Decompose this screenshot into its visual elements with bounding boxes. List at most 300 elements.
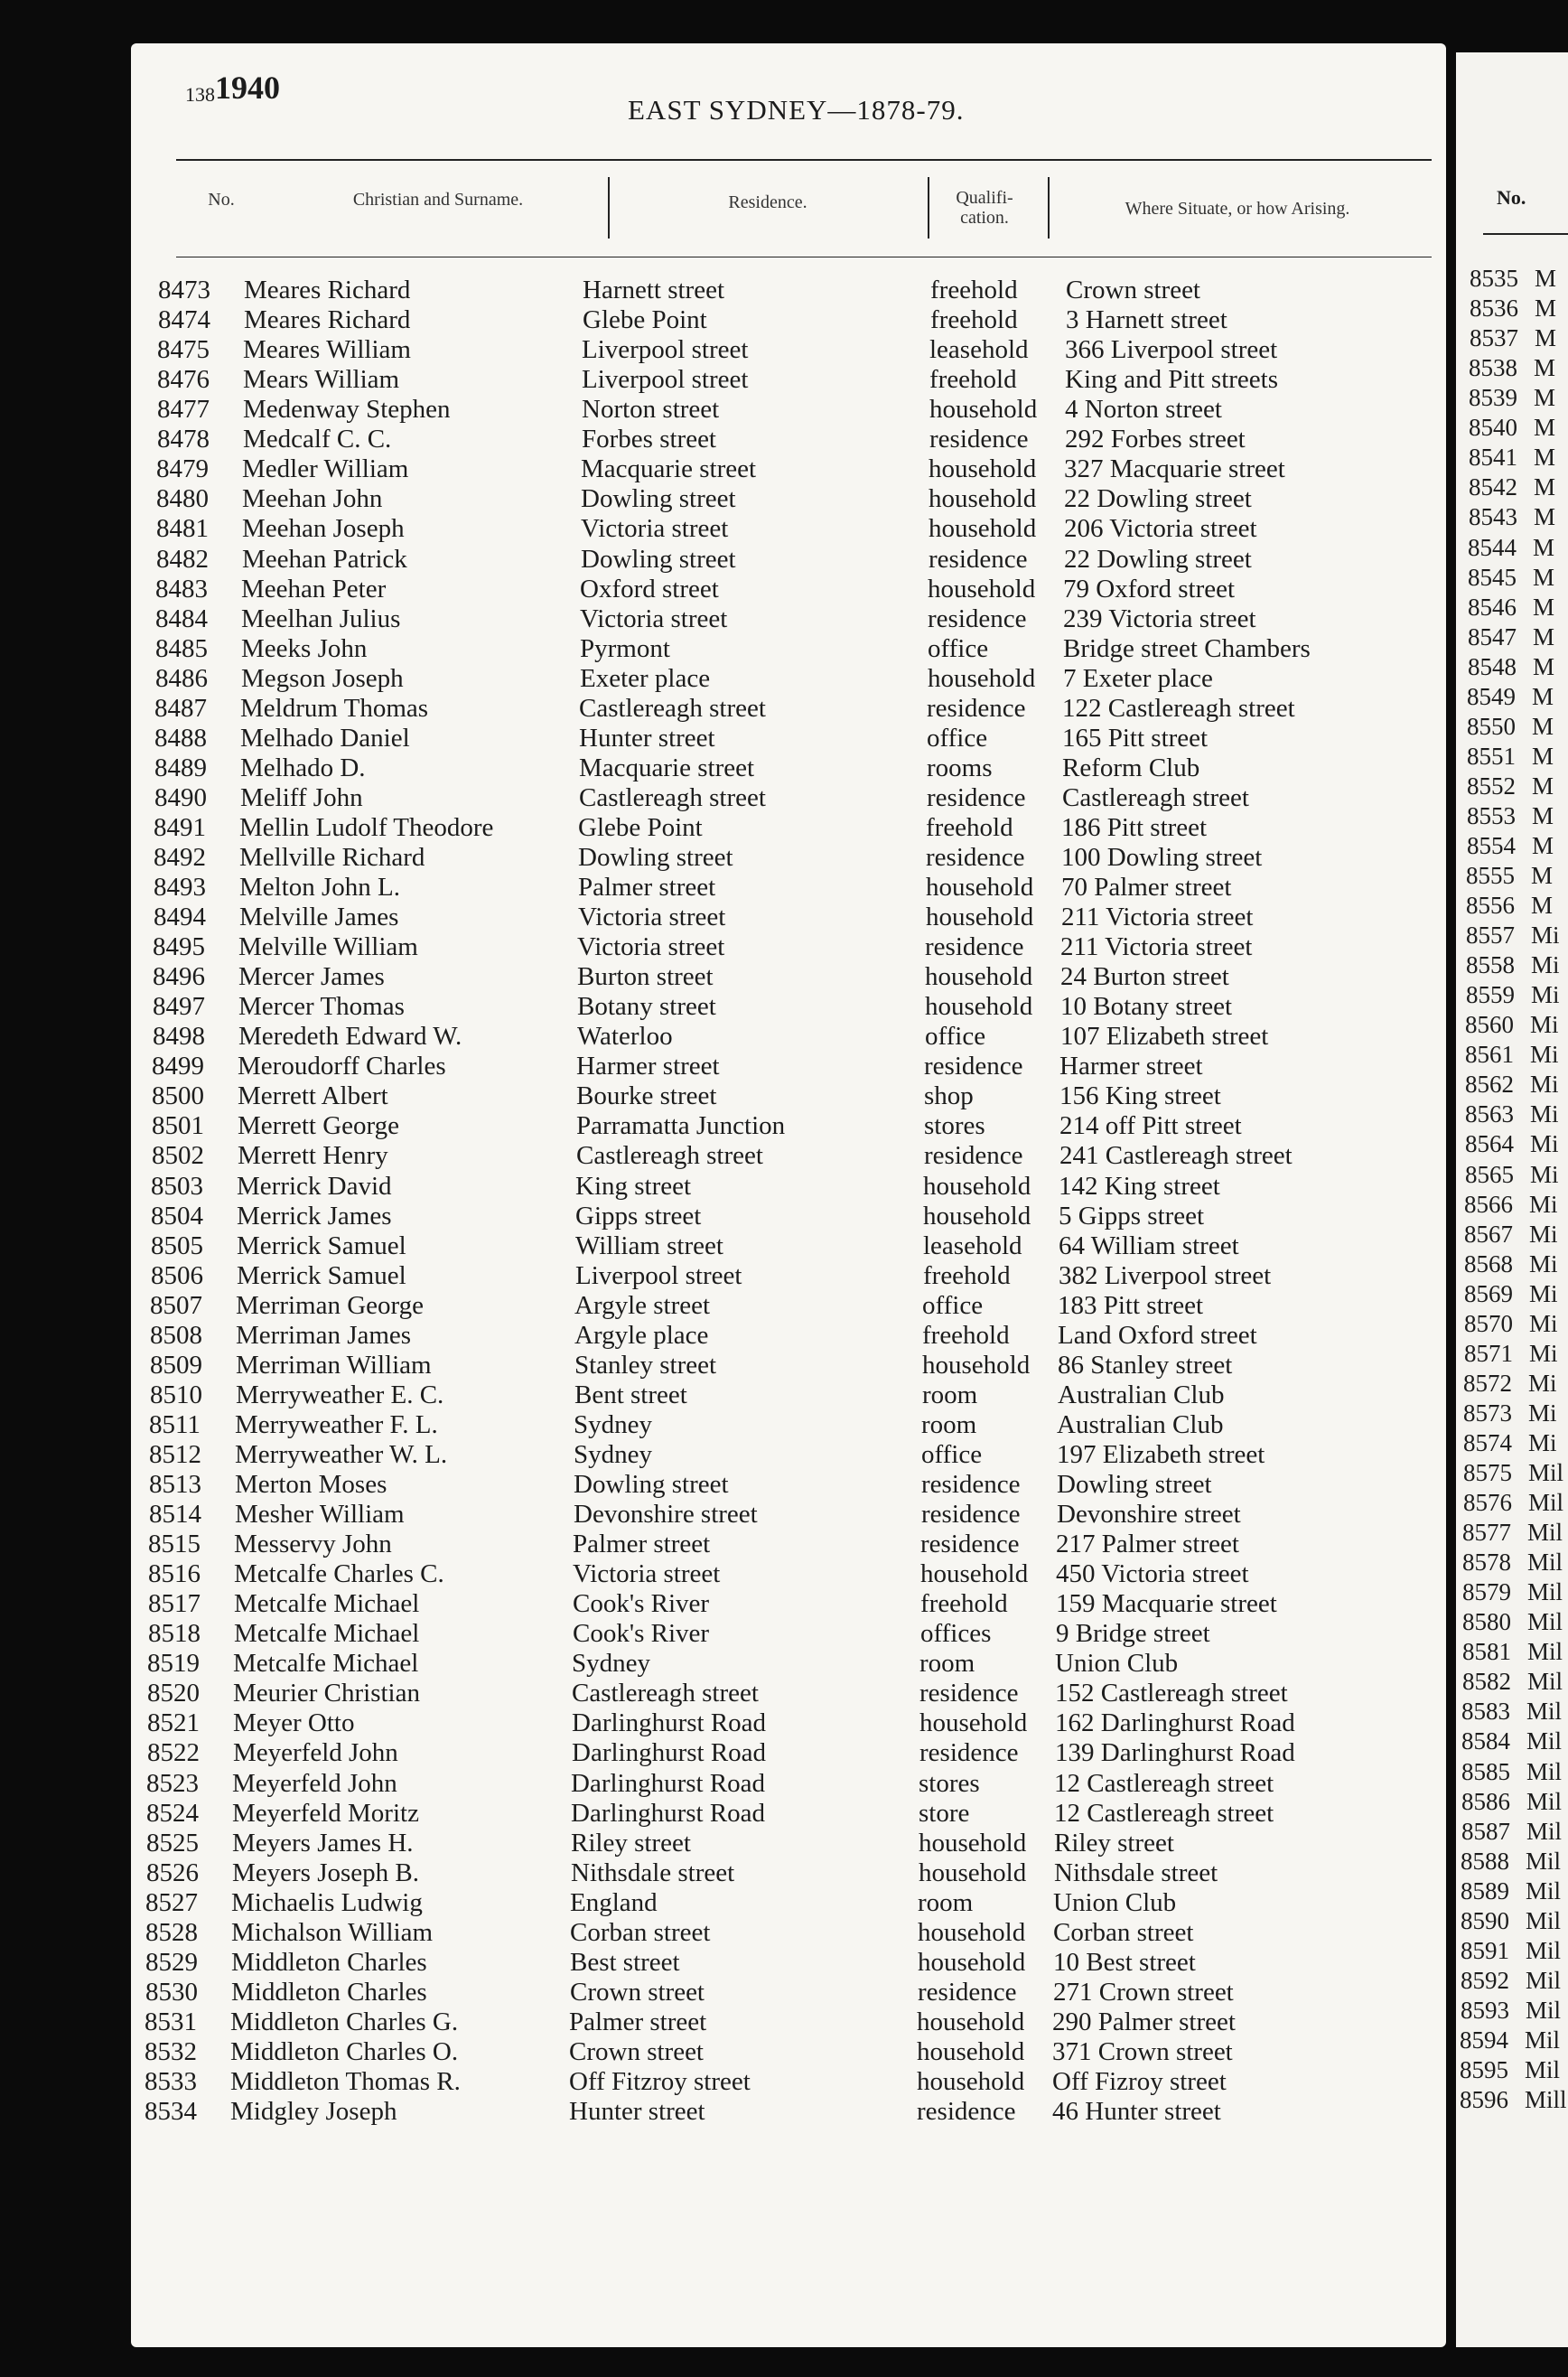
adjacent-entry-name: Mil [1527, 1549, 1563, 1577]
adjacent-entry-number: 8593 [1461, 1996, 1509, 2024]
entry-residence: Victoria street [580, 604, 728, 633]
entry-residence: Botany street [577, 992, 716, 1022]
entry-residence: Darlinghurst Road [572, 1708, 767, 1738]
entry-where: Dowling street [1057, 1470, 1212, 1499]
entry-residence: Victoria street [578, 903, 726, 931]
entry-residence: England [570, 1887, 658, 1917]
table-row [131, 1440, 1446, 1470]
entry-qualification: residence [924, 1141, 1023, 1171]
adjacent-entry-number: 8556 [1466, 892, 1515, 919]
adjacent-entry-number: 8543 [1469, 503, 1517, 531]
entry-residence: Devonshire street [574, 1500, 758, 1529]
entry-where: 24 Burton street [1060, 962, 1229, 992]
entry-name: Medenway Stephen [243, 395, 451, 425]
entry-name: Metcalfe Michael [233, 1649, 419, 1679]
entry-number: 8477 [157, 395, 210, 425]
header-divider-1 [608, 177, 610, 239]
table-row [131, 694, 1446, 724]
table-row [131, 1769, 1446, 1799]
adjacent-entry-number: 8583 [1461, 1698, 1510, 1726]
entry-residence: Waterloo [577, 1022, 673, 1052]
entry-where: King and Pitt streets [1065, 365, 1279, 395]
entry-number: 8524 [146, 1798, 199, 1828]
adjacent-entry-name: Mil [1525, 2026, 1561, 2054]
entry-where: Nithsdale street [1054, 1858, 1218, 1887]
entry-qualification: household [928, 663, 1036, 693]
entry-number: 8515 [148, 1530, 201, 1559]
entry-qualification: stores [919, 1768, 980, 1798]
adjacent-entry-name: M [1534, 354, 1556, 382]
entry-residence: Cook's River [573, 1589, 710, 1619]
adjacent-entry-number: 8586 [1461, 1787, 1510, 1815]
entry-name: Meldrum Thomas [240, 693, 429, 723]
table-row [131, 1858, 1446, 1888]
entry-number: 8520 [147, 1679, 200, 1708]
entry-number: 8514 [149, 1500, 201, 1529]
entry-residence: Palmer street [573, 1530, 711, 1559]
entry-name: Meares William [243, 335, 411, 365]
entry-name: Meehan John [242, 484, 383, 514]
entry-number: 8509 [150, 1350, 202, 1380]
adjacent-header-rule [1483, 233, 1568, 235]
adjacent-entry-number: 8562 [1465, 1071, 1514, 1099]
entry-where: 142 King street [1059, 1171, 1220, 1201]
entry-where: Australian Club [1058, 1380, 1225, 1409]
entry-residence: Darlinghurst Road [571, 1768, 766, 1798]
entry-residence: Crown street [569, 2036, 704, 2066]
table-row [131, 1649, 1446, 1679]
stamp-number: 138 [185, 83, 215, 106]
adjacent-entry-number: 8580 [1462, 1608, 1511, 1636]
adjacent-entry-name: M [1532, 712, 1554, 740]
entry-where: 239 Victoria street [1063, 604, 1256, 633]
entry-where: 12 Castlereagh street [1054, 1768, 1274, 1798]
adjacent-entry-number: 8567 [1464, 1220, 1513, 1248]
adjacent-entry-number: 8559 [1466, 981, 1515, 1009]
entry-qualification: residence [926, 842, 1025, 872]
entry-residence: Liverpool street [582, 365, 749, 395]
entry-qualification: household [917, 2067, 1025, 2096]
entry-name: Middleton Charles [231, 1947, 427, 1977]
entry-residence: Harnett street [583, 276, 725, 304]
entry-name: Meyerfeld Moritz [232, 1798, 419, 1828]
adjacent-entry-name: M [1531, 892, 1554, 919]
entry-residence: Gipps street [575, 1201, 702, 1231]
adjacent-entry-number: 8545 [1468, 563, 1517, 591]
adjacent-entry-number: 8573 [1463, 1399, 1512, 1427]
entry-where: 371 Crown street [1052, 2036, 1233, 2066]
entry-where: 7 Exeter place [1063, 663, 1213, 693]
table-row [131, 1172, 1446, 1202]
entry-name: Merrett George [238, 1111, 400, 1141]
adjacent-entry-name: Mil [1526, 1936, 1562, 1964]
table-row [131, 962, 1446, 992]
table-row [131, 932, 1446, 962]
entry-name: Meurier Christian [233, 1679, 420, 1708]
table-row [131, 1141, 1446, 1171]
entry-residence: Victoria street [573, 1559, 721, 1589]
entry-residence: Cook's River [573, 1619, 710, 1649]
entry-qualification: freehold [920, 1589, 1008, 1619]
adjacent-entry-number: 8589 [1461, 1876, 1509, 1904]
adjacent-entry-name: Mi [1531, 981, 1560, 1009]
entry-number: 8487 [154, 693, 207, 723]
entry-where: 86 Stanley street [1058, 1350, 1233, 1380]
table-row [131, 1978, 1446, 2007]
entry-qualification: household [918, 1947, 1026, 1977]
entry-residence: Sydney [574, 1439, 652, 1469]
entry-where: Riley street [1054, 1828, 1174, 1858]
entry-where: 5 Gipps street [1059, 1201, 1205, 1231]
entry-name: Merriman James [236, 1320, 412, 1350]
adjacent-entry-name: Mil [1527, 1519, 1563, 1547]
entry-number: 8497 [153, 992, 205, 1022]
entry-where: 211 Victoria street [1061, 903, 1254, 931]
table-row [131, 873, 1446, 903]
adjacent-entry-name: M [1532, 831, 1554, 859]
entry-name: Merrick James [237, 1201, 392, 1231]
table-row [131, 992, 1446, 1022]
entry-where: 64 William street [1059, 1231, 1239, 1260]
table-row [131, 1022, 1446, 1052]
entry-qualification: freehold [922, 1320, 1010, 1350]
entry-qualification: office [925, 1022, 986, 1052]
entry-residence: Glebe Point [578, 812, 703, 842]
entry-residence: Argyle place [574, 1320, 709, 1350]
entry-where: 366 Liverpool street [1065, 335, 1278, 365]
entry-where: Harmer street [1059, 1052, 1203, 1081]
entry-residence: Dowling street [581, 484, 736, 514]
entry-number: 8531 [145, 2007, 197, 2036]
entry-qualification: household [925, 962, 1033, 992]
entry-residence: Macquarie street [579, 753, 755, 782]
adjacent-entry-name: Mil [1525, 2056, 1561, 2083]
entry-qualification: leasehold [929, 335, 1029, 365]
entry-qualification: leasehold [923, 1231, 1022, 1260]
table-row [131, 1918, 1446, 1948]
adjacent-entry-number: 8537 [1470, 324, 1518, 352]
entry-residence: Dowling street [581, 544, 736, 574]
entry-qualification: room [919, 1649, 975, 1679]
adjacent-entry-number: 8581 [1462, 1638, 1511, 1666]
entry-name: Meredeth Edward W. [238, 1022, 462, 1052]
entry-where: 197 Elizabeth street [1057, 1439, 1265, 1469]
entry-where: 100 Dowling street [1061, 842, 1263, 872]
entry-number: 8529 [145, 1947, 198, 1977]
adjacent-entry-number: 8575 [1463, 1459, 1512, 1486]
entry-residence: Dowling street [574, 1470, 729, 1499]
entry-qualification: household [929, 484, 1037, 514]
entry-number: 8483 [155, 574, 208, 604]
adjacent-entry-name: M [1533, 622, 1555, 650]
entry-where: 156 King street [1059, 1081, 1221, 1111]
adjacent-entry-number: 8544 [1468, 533, 1517, 561]
entry-where: 162 Darlinghurst Road [1055, 1708, 1295, 1738]
entry-qualification: household [925, 992, 1033, 1022]
adjacent-entry-number: 8584 [1461, 1727, 1510, 1755]
header-divider-3 [1048, 177, 1050, 239]
adjacent-entry-name: Mil [1526, 1996, 1562, 2024]
entry-name: Michalson William [231, 1917, 434, 1947]
entry-qualification: office [927, 723, 988, 753]
table-row [131, 2097, 1446, 2127]
entry-where: 211 Victoria street [1060, 932, 1253, 962]
entry-qualification: household [917, 2036, 1025, 2066]
entry-where: Australian Club [1057, 1409, 1224, 1439]
entry-where: Union Club [1055, 1649, 1179, 1679]
adjacent-entry-name: M [1532, 682, 1554, 710]
entry-qualification: room [921, 1409, 977, 1439]
adjacent-entry-number: 8590 [1461, 1906, 1509, 1934]
entry-residence: Victoria street [577, 932, 725, 962]
adjacent-entry-name: M [1532, 742, 1554, 770]
table-row [131, 454, 1446, 484]
entry-name: Melville James [239, 903, 399, 931]
entry-where: 292 Forbes street [1065, 425, 1246, 454]
entry-residence: Nithsdale street [571, 1858, 735, 1887]
entry-residence: Castlereagh street [579, 782, 766, 812]
entry-name: Merrick Samuel [237, 1260, 406, 1290]
adjacent-entry-number: 8569 [1464, 1279, 1513, 1307]
table-row [131, 1231, 1446, 1261]
entry-number: 8528 [145, 1917, 198, 1947]
entry-where: 206 Victoria street [1064, 514, 1257, 544]
entry-qualification: store [919, 1798, 970, 1828]
col-header-residence: Residence. [728, 192, 807, 212]
entry-qualification: residence [929, 425, 1029, 454]
adjacent-entry-number: 8554 [1467, 831, 1516, 859]
adjacent-entry-name: Mil [1527, 1608, 1563, 1636]
entry-number: 8505 [151, 1231, 203, 1260]
entry-qualification: household [928, 574, 1036, 604]
entry-number: 8507 [150, 1290, 202, 1320]
entry-name: Merryweather E. C. [236, 1380, 444, 1409]
entry-number: 8486 [155, 663, 208, 693]
entry-number: 8488 [154, 723, 207, 753]
adjacent-entry-name: Mil [1526, 1757, 1563, 1785]
table-row [131, 305, 1446, 335]
adjacent-entry-name: Mi [1531, 951, 1560, 979]
table-row [131, 1708, 1446, 1738]
adjacent-entry-number: 8595 [1460, 2056, 1508, 2083]
adjacent-entry-name: Mil [1526, 1966, 1562, 1994]
entry-where: 152 Castlereagh street [1055, 1679, 1288, 1708]
adjacent-entry-name: Mil [1526, 1876, 1562, 1904]
entry-residence: Corban street [570, 1917, 711, 1947]
entry-residence: Palmer street [569, 2007, 707, 2036]
entry-qualification: office [928, 633, 989, 663]
table-row [131, 634, 1446, 664]
entry-number: 8502 [152, 1141, 204, 1171]
table-row [131, 1500, 1446, 1530]
entry-name: Merriman William [236, 1350, 432, 1380]
adjacent-entry-name: Mi [1528, 1369, 1557, 1397]
entry-name: Mesher William [235, 1500, 405, 1529]
table-row [131, 1410, 1446, 1440]
entry-qualification: residence [921, 1500, 1021, 1529]
adjacent-entry-name: M [1533, 563, 1555, 591]
entry-qualification: household [918, 1917, 1026, 1947]
entry-number: 8496 [153, 962, 205, 992]
adjacent-entry-number: 8549 [1467, 682, 1516, 710]
entry-residence: Norton street [582, 395, 720, 425]
table-row [131, 753, 1446, 783]
table-row [131, 1321, 1446, 1351]
entry-number: 8490 [154, 782, 207, 812]
entry-where: 165 Pitt street [1062, 723, 1209, 753]
entry-qualification: household [926, 873, 1034, 902]
entry-qualification: residence [925, 932, 1024, 962]
entry-where: Union Club [1053, 1887, 1177, 1917]
table-row [131, 545, 1446, 575]
table-row [131, 1291, 1446, 1321]
entry-number: 8530 [145, 1977, 198, 2007]
entry-where: 79 Oxford street [1063, 574, 1236, 604]
adjacent-entry-number: 8541 [1469, 444, 1517, 472]
entry-number: 8522 [147, 1738, 200, 1768]
table-row [131, 1351, 1446, 1380]
entry-qualification: freehold [926, 812, 1013, 842]
entry-qualification: household [919, 1828, 1027, 1858]
entry-residence: Parramatta Junction [576, 1111, 786, 1141]
entry-number: 8513 [149, 1470, 201, 1499]
entry-where: 9 Bridge street [1056, 1619, 1210, 1649]
adjacent-entry-number: 8571 [1464, 1339, 1513, 1367]
entry-qualification: residence [919, 1679, 1019, 1708]
adjacent-entry-number: 8568 [1464, 1249, 1513, 1277]
adjacent-entry-name: M [1534, 444, 1556, 472]
entry-where: Devonshire street [1057, 1500, 1241, 1529]
adjacent-page-edge [1456, 52, 1568, 2347]
entry-number: 8485 [155, 633, 208, 663]
adjacent-entry-name: Mil [1527, 1668, 1563, 1696]
entry-name: Merrick David [237, 1171, 392, 1201]
entry-residence: Darlinghurst Road [571, 1798, 766, 1828]
adjacent-entry-number: 8551 [1467, 742, 1516, 770]
adjacent-entry-number: 8565 [1465, 1160, 1514, 1188]
entry-name: Midgley Joseph [230, 2097, 397, 2126]
entry-qualification: freehold [923, 1260, 1011, 1290]
entry-residence: Castlereagh street [579, 693, 766, 723]
table-row [131, 1470, 1446, 1500]
entry-qualification: household [923, 1171, 1031, 1201]
entry-name: Meyerfeld John [232, 1768, 397, 1798]
entry-name: Meeks John [241, 633, 368, 663]
entry-residence: William street [575, 1231, 723, 1260]
entry-qualification: household [929, 514, 1037, 544]
table-row [131, 1829, 1446, 1858]
entry-qualification: residence [920, 1530, 1020, 1559]
adjacent-entry-number: 8585 [1461, 1757, 1510, 1785]
entry-name: Medcalf C. C. [243, 425, 392, 454]
adjacent-entry-name: Mi [1531, 922, 1560, 950]
entry-number: 8521 [147, 1708, 200, 1738]
entry-qualification: household [929, 454, 1037, 484]
entry-name: Meyers James H. [232, 1828, 414, 1858]
adjacent-entry-name: M [1535, 265, 1557, 292]
entry-name: Middleton Charles G. [230, 2007, 459, 2036]
entry-number: 8474 [158, 305, 210, 335]
entry-residence: Exeter place [580, 663, 711, 693]
adjacent-entry-name: Mi [1530, 1071, 1559, 1099]
entry-name: Melville William [238, 932, 418, 962]
adjacent-entry-number: 8561 [1465, 1041, 1514, 1069]
adjacent-entry-name: Mil [1526, 1847, 1562, 1875]
adjacent-entry-number: 8546 [1468, 593, 1517, 621]
adjacent-entry-name: Mil [1526, 1817, 1563, 1845]
entry-qualification: residence [927, 782, 1026, 812]
table-row [131, 1052, 1446, 1081]
table-row [131, 664, 1446, 694]
entry-name: Meyer Otto [233, 1708, 355, 1738]
entry-where: 186 Pitt street [1061, 812, 1208, 842]
adjacent-entry-number: 8553 [1467, 801, 1516, 829]
entry-where: 327 Macquarie street [1064, 454, 1285, 484]
adjacent-entry-number: 8535 [1470, 265, 1518, 292]
entry-where: 46 Hunter street [1052, 2097, 1221, 2126]
adjacent-entry-name: Mi [1530, 1041, 1559, 1069]
entry-where: Land Oxford street [1058, 1320, 1257, 1350]
table-row [131, 1799, 1446, 1829]
entry-name: Meares Richard [244, 276, 411, 304]
adjacent-entry-name: M [1535, 324, 1557, 352]
entry-number: 8517 [148, 1589, 201, 1619]
entry-number: 8510 [150, 1380, 202, 1409]
entry-where: 122 Castlereagh street [1062, 693, 1295, 723]
adjacent-entry-number: 8578 [1462, 1549, 1511, 1577]
entry-qualification: residence [927, 693, 1026, 723]
table-row [131, 1261, 1446, 1291]
adjacent-entry-name: M [1534, 473, 1556, 501]
entry-number: 8479 [156, 454, 209, 484]
adjacent-entry-number: 8552 [1467, 772, 1516, 800]
adjacent-entry-name: Mi [1529, 1220, 1558, 1248]
adjacent-entry-name: M [1533, 533, 1555, 561]
adjacent-entry-number: 8536 [1470, 295, 1518, 323]
entry-number: 8503 [151, 1171, 203, 1201]
entry-qualification: household [923, 1201, 1031, 1231]
entry-qualification: stores [924, 1111, 985, 1141]
col-header-where: Where Situate, or how Arising. [1125, 199, 1350, 219]
entry-where: 10 Botany street [1060, 992, 1233, 1022]
entry-residence: Hunter street [579, 723, 715, 753]
adjacent-entry-name: Mil [1526, 1698, 1563, 1726]
table-row [131, 425, 1446, 454]
table-row [131, 1111, 1446, 1141]
entry-qualification: room [922, 1380, 978, 1409]
adjacent-entry-name: Mi [1528, 1428, 1557, 1456]
entry-where: 139 Darlinghurst Road [1055, 1738, 1295, 1768]
entry-number: 8478 [157, 425, 210, 454]
adjacent-entry-number: 8547 [1468, 622, 1517, 650]
entry-qualification: residence [928, 604, 1027, 633]
adjacent-entry-name: Mi [1530, 1100, 1559, 1128]
table-row [131, 2007, 1446, 2037]
entry-number: 8492 [154, 842, 206, 872]
entry-number: 8480 [156, 484, 209, 514]
register-page [131, 43, 1446, 2347]
table-row [131, 813, 1446, 843]
entry-residence: Victoria street [581, 514, 729, 544]
entry-name: Merryweather F. L. [235, 1409, 438, 1439]
adjacent-entry-number: 8555 [1466, 862, 1515, 889]
entry-name: Merriman George [236, 1290, 425, 1320]
entry-where: 107 Elizabeth street [1060, 1022, 1269, 1052]
adjacent-entry-number: 8566 [1464, 1190, 1513, 1218]
entry-where: 12 Castlereagh street [1054, 1798, 1274, 1828]
adjacent-entry-number: 8550 [1467, 712, 1516, 740]
entry-number: 8482 [156, 544, 209, 574]
